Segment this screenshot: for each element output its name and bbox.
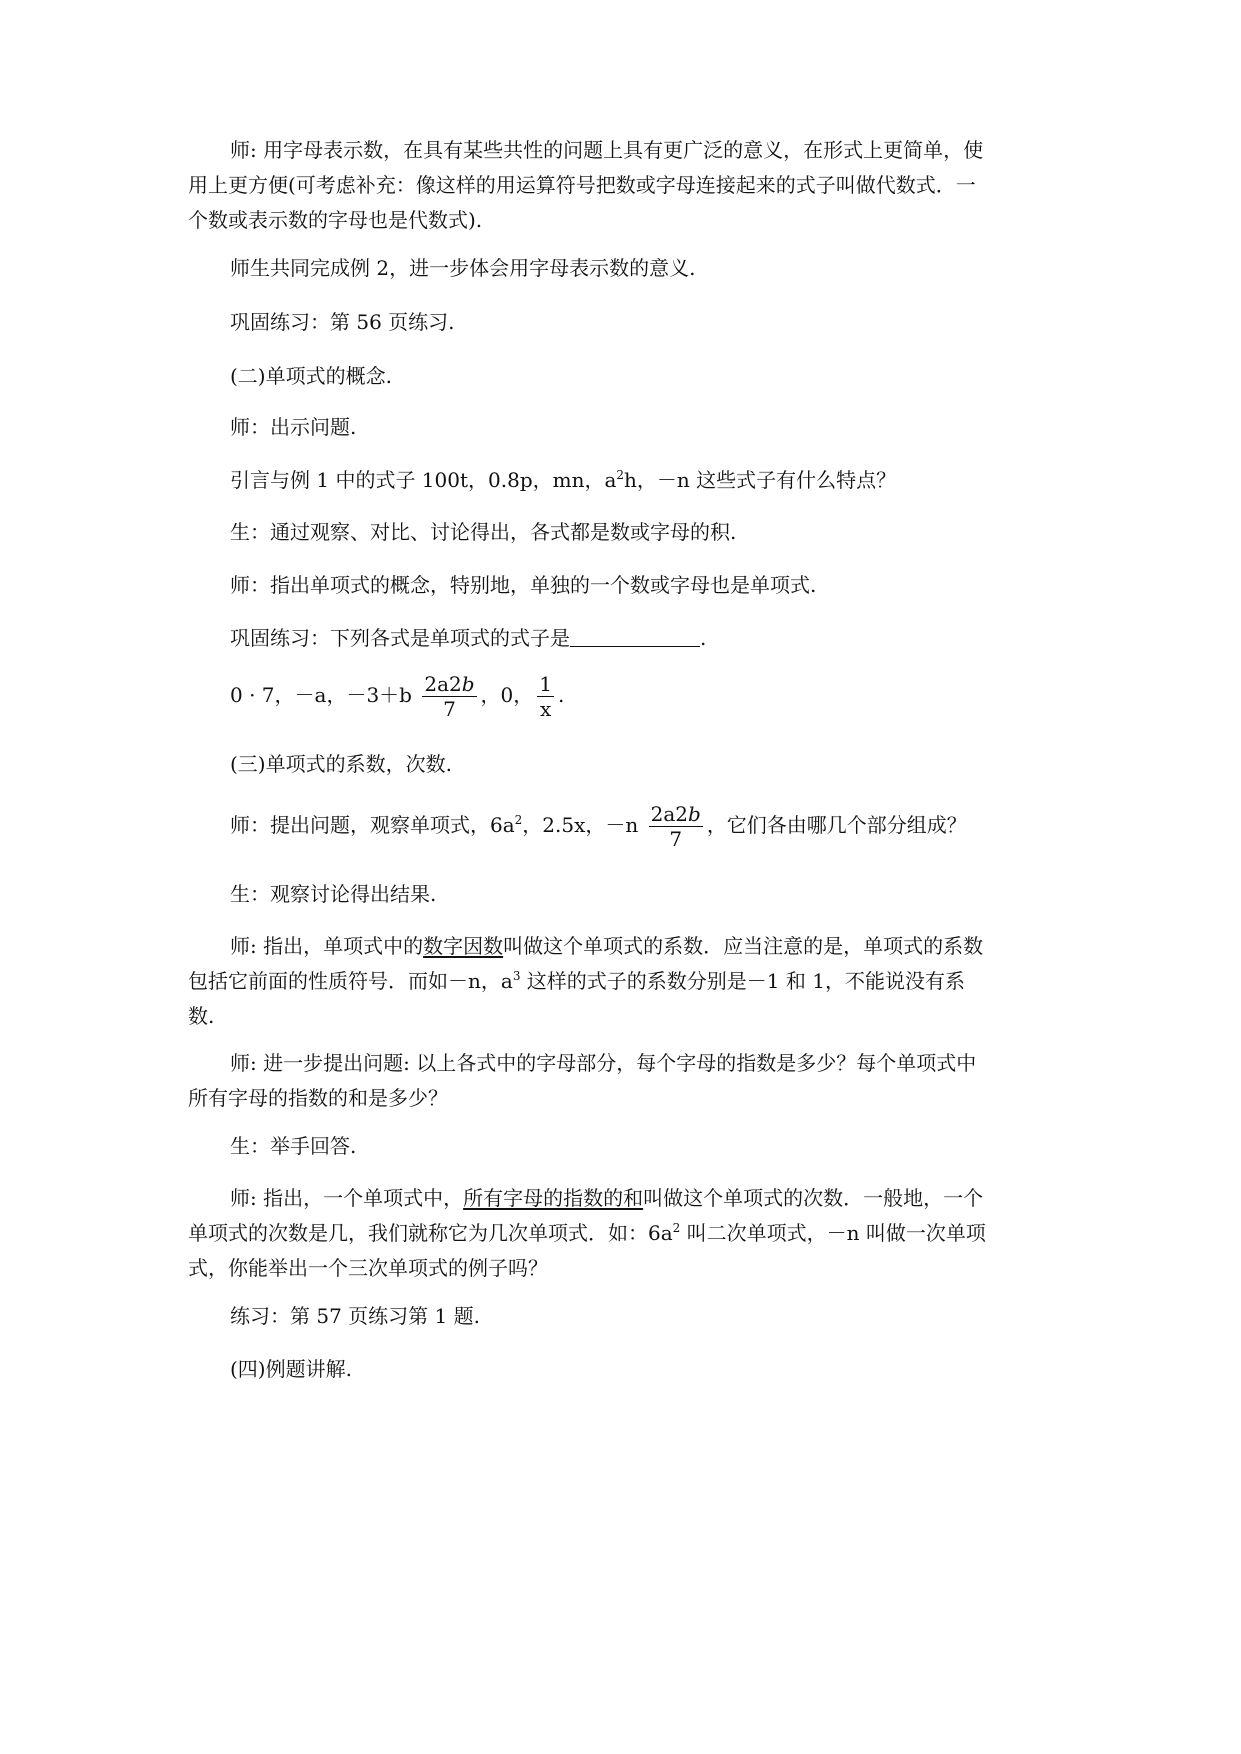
- section-heading-3: (三)单项式的系数，次数.: [230, 752, 452, 776]
- section-heading-4: (四)例题讲解.: [230, 1357, 352, 1381]
- paragraph-practice-57: 练习：第 57 页练习第 1 题.: [230, 1304, 480, 1328]
- text-line: 师: 用字母表示数，在具有某些共性的问题上具有更广泛的意义，在形式上更简单，使: [230, 138, 984, 162]
- text-line: 式，你能举出一个三次单项式的例子吗？: [188, 1256, 548, 1280]
- text-part: .: [558, 683, 565, 707]
- fraction-denominator: 7: [669, 827, 683, 851]
- text-line: 所有字母的指数的和是多少？: [188, 1086, 448, 1110]
- text-line: 师: 指出，单项式中的数字因数叫做这个单项式的系数．应当注意的是，单项式的系数: [230, 934, 984, 958]
- paragraph-exponent-question: [188, 1046, 1058, 1116]
- text-line: 数.: [188, 1004, 215, 1028]
- paragraph-practice-blank: [230, 621, 1100, 656]
- fraction-numerator: 2a2b: [650, 802, 701, 826]
- text-line: 单项式的次数是几，我们就称它为几次单项式．如：$6a^2$ 叫二次单项式，－n 叫做一次单项: [188, 1221, 986, 1245]
- paragraph-practice-56: 巩固练习：第 56 页练习.: [230, 310, 455, 334]
- text-part: ，它们各由哪几个部分组成？: [706, 813, 967, 837]
- fraction: [537, 672, 554, 721]
- text-line: 师: 进一步提出问题: 以上各式中的字母部分，每个字母的指数是多少？每个单项式中: [230, 1051, 977, 1075]
- text-part: 0 · 7，－a，－3＋b: [230, 683, 412, 707]
- paragraph-expression-list: [230, 670, 1100, 721]
- fraction-denominator: x: [539, 697, 552, 721]
- section-heading-2: (二)单项式的概念.: [230, 364, 392, 388]
- underlined-term: 数字因数: [423, 934, 504, 958]
- paragraph-teacher-letters-meaning: [188, 133, 1058, 238]
- paragraph-observe-monomials: [230, 800, 1100, 851]
- paragraph-monomial-concept: 师：指出单项式的概念，特别地，单独的一个数或字母也是单项式.: [230, 573, 817, 597]
- superscript: 2: [514, 813, 523, 827]
- underlined-term: 所有字母的指数的和: [463, 1186, 644, 1210]
- answer-blank: [570, 624, 700, 647]
- fraction-numerator: 1: [539, 672, 552, 696]
- paragraph-student-result: 生：观察讨论得出结果.: [230, 882, 437, 906]
- fraction-denominator: 7: [443, 697, 456, 721]
- text-part: ，0，: [480, 683, 534, 707]
- paragraph-student-answer: 生：举手回答.: [230, 1134, 357, 1158]
- text-part: .: [700, 626, 707, 650]
- superscript: 2: [672, 1221, 681, 1235]
- text-line: 个数或表示数的字母也是代数式).: [188, 208, 483, 232]
- fraction: [422, 672, 476, 721]
- text-part: 引言与例 1 中的式子 100t，0.8p，mn，a: [230, 468, 617, 492]
- paragraph-coefficient-definition: [188, 929, 1058, 1034]
- text-line: 师: 指出，一个单项式中，所有字母的指数的和叫做这个单项式的次数．一般地，一个: [230, 1186, 984, 1210]
- paragraph-example-2: 师生共同完成例 2，进一步体会用字母表示数的意义.: [230, 256, 696, 280]
- paragraph-show-problem: 师：出示问题.: [230, 415, 357, 439]
- text-line: 用上更方便(可考虑补充：像这样的用运算符号把数或字母连接起来的式子叫做代数式．一: [188, 173, 976, 197]
- text-part: 巩固练习：下列各式是单项式的式子是: [230, 626, 570, 650]
- paragraph-intro-expressions: [230, 463, 1100, 498]
- superscript: 3: [512, 969, 521, 983]
- text-part: h，－n 这些式子有什么特点？: [624, 468, 897, 492]
- text-part: ，2.5x，－n: [522, 813, 639, 837]
- text-part: 师：提出问题，观察单项式，6a: [230, 813, 515, 837]
- fraction-numerator: 2a2b: [424, 672, 475, 696]
- paragraph-student-observe: 生：通过观察、对比、讨论得出，各式都是数或字母的积.: [230, 520, 737, 544]
- fraction: [649, 802, 703, 851]
- text-line: 包括它前面的性质符号．而如－n，$a^3$ 这样的式子的系数分别是－1 和 1，不能说没有系: [188, 969, 965, 993]
- superscript: 2: [616, 468, 625, 482]
- paragraph-degree-definition: [188, 1181, 1058, 1286]
